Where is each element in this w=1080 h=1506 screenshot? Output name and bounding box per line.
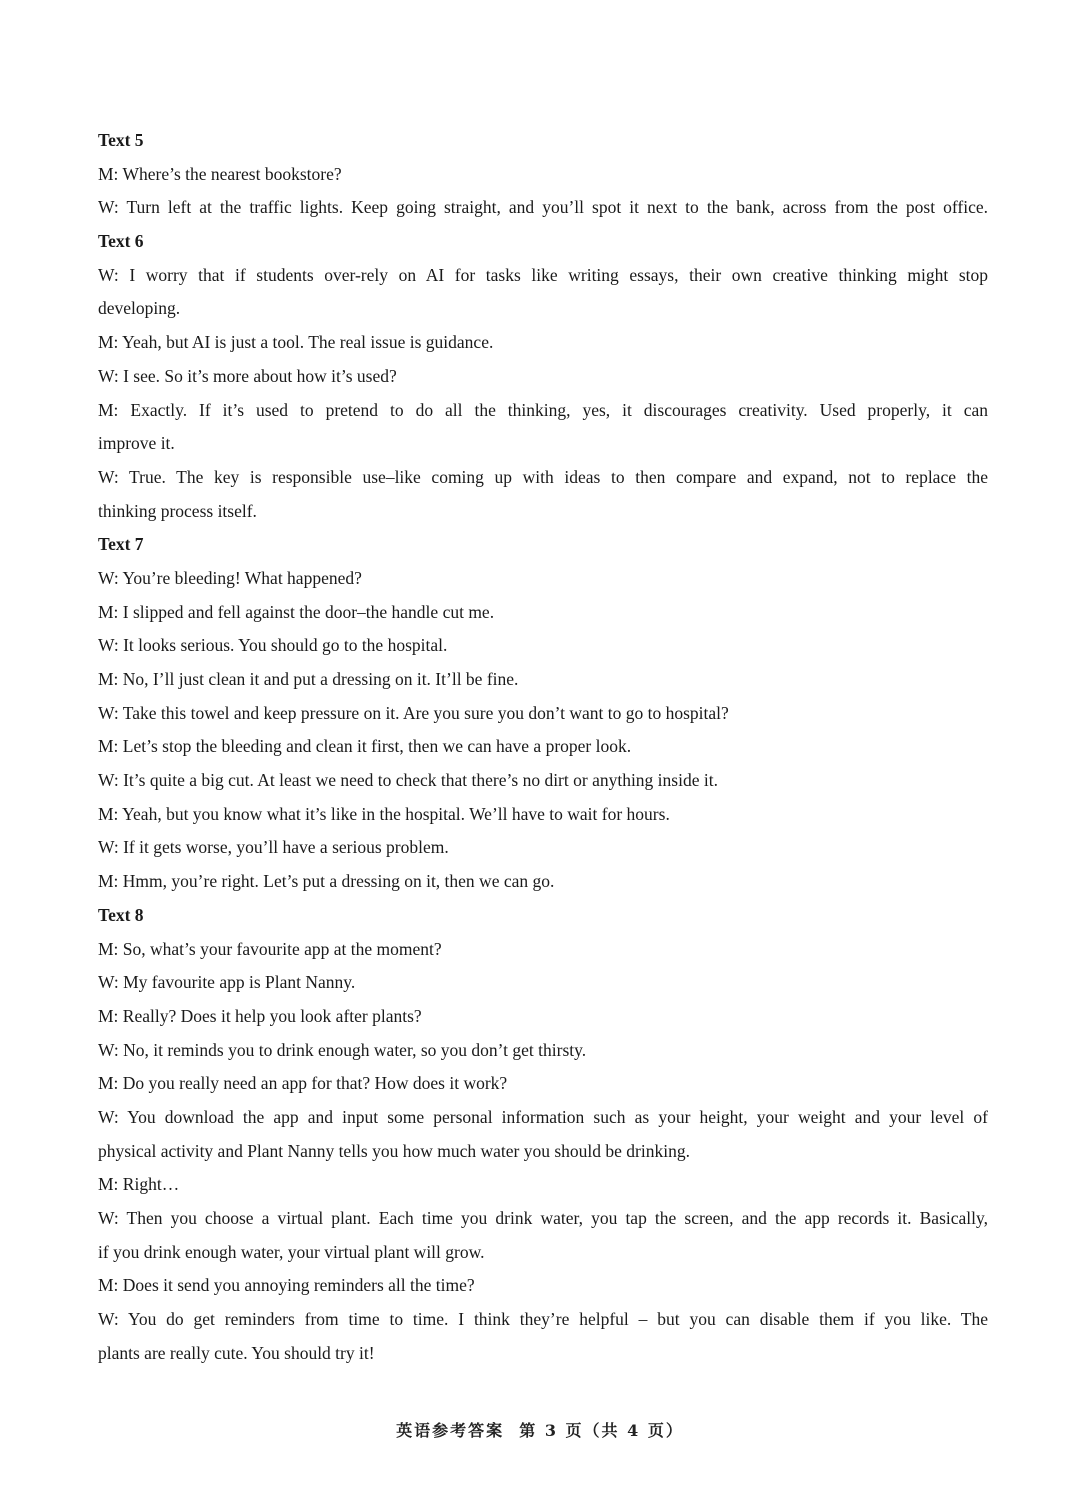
dialogue-line: W: I see. So it’s more about how it’s used?: [98, 365, 397, 386]
dialogue-line: M: Does it send you annoying reminders all the time?: [98, 1275, 475, 1296]
dialogue-line: M: Let’s stop the bleeding and clean it first, then we can have a proper look.: [98, 736, 632, 757]
page-footer: 英语参考答案 第 3 页（共 4 页）: [396, 1421, 684, 1440]
dialogue-line: M: Exactly. If it’s used to pretend to do all the thinking, yes, it discourages creativity. Used properly, it can: [98, 399, 988, 420]
dialogue-line: W: You download the app and input some personal information such as your height, your weight and your level of: [98, 1106, 988, 1127]
section-heading: Text 5: [98, 130, 144, 150]
dialogue-line: M: Hmm, you’re right. Let’s put a dressing on it, then we can go.: [98, 871, 555, 892]
dialogue-line: W: It looks serious. You should go to the hospital.: [98, 635, 448, 656]
dialogue-line: W: You’re bleeding! What happened?: [98, 567, 362, 588]
dialogue-line: W: No, it reminds you to drink enough water, so you don’t get thirsty.: [98, 1039, 587, 1060]
dialogue-line: M: Do you really need an app for that? How does it work?: [98, 1073, 508, 1094]
section-heading: Text 6: [98, 231, 144, 252]
dialogue-line: M: So, what’s your favourite app at the moment?: [98, 938, 442, 959]
dialogue-line: M: Right…: [98, 1174, 180, 1195]
dialogue-line: M: Yeah, but AI is just a tool. The real issue is guidance.: [98, 332, 494, 353]
dialogue-line: M: Where’s the nearest bookstore?: [98, 163, 342, 184]
dialogue-line: W: True. The key is responsible use–like coming up with ideas to then compare and expand, not to replace the: [98, 466, 988, 487]
dialogue-line: W: Then you choose a virtual plant. Each time you drink water, you tap the screen, and the app records it. Basically,: [98, 1208, 988, 1228]
dialogue-line: developing.: [98, 298, 181, 319]
dialogue-line: W: Take this towel and keep pressure on it. Are you sure you don’t want to go to hospital?: [98, 702, 729, 723]
dialogue-line: thinking process itself.: [98, 500, 257, 521]
dialogue-line: physical activity and Plant Nanny tells you how much water you should be drinking.: [98, 1140, 690, 1161]
document-body: [98, 124, 988, 1370]
dialogue-line: W: You do get reminders from time to time. I think they’re helpful – but you can disable them if you like. The: [98, 1309, 988, 1330]
dialogue-line: M: Really? Does it help you look after plants?: [98, 1005, 422, 1026]
dialogue-line: M: I slipped and fell against the door–the handle cut me.: [98, 601, 495, 622]
dialogue-line: M: Yeah, but you know what it’s like in the hospital. We’ll have to wait for hours.: [98, 803, 670, 824]
section-heading: Text 8: [98, 904, 144, 925]
dialogue-line: W: It’s quite a big cut. At least we need to check that there’s no dirt or anything inside it.: [98, 770, 718, 791]
dialogue-line: W: If it gets worse, you’ll have a serious problem.: [98, 837, 449, 858]
dialogue-line: W: Turn left at the traffic lights. Keep going straight, and you’ll spot it next to the bank, across from the post office.: [98, 197, 988, 218]
dialogue-line: plants are really cute. You should try it!: [98, 1342, 375, 1363]
dialogue-line: improve it.: [98, 433, 175, 454]
dialogue-line: if you drink enough water, your virtual plant will grow.: [98, 1241, 485, 1262]
dialogue-line: W: My favourite app is Plant Nanny.: [98, 972, 356, 993]
dialogue-line: M: No, I’ll just clean it and put a dressing on it. It’ll be fine.: [98, 669, 519, 689]
dialogue-line: W: I worry that if students over-rely on AI for tasks like writing essays, their own creative thinking might stop: [98, 264, 988, 285]
section-heading: Text 7: [98, 534, 144, 555]
